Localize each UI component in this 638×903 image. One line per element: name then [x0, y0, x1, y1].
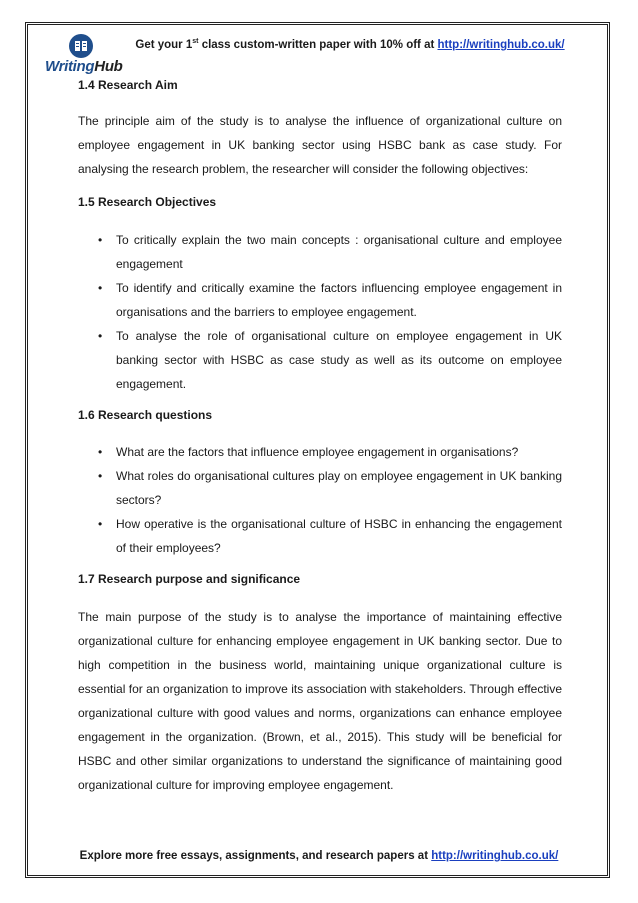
- promo-header: Get your 1st class custom-written paper with 10% off at http://writinghub.co.uk/: [135, 38, 565, 51]
- footer-promo: Explore more free essays, assignments, and research papers at http://writinghub.co.uk/: [79, 850, 559, 862]
- purpose-heading: 1.7 Research purpose and significance: [78, 572, 301, 586]
- list-item: • To critically explain the two main concepts : organisational culture and employee engagement: [78, 228, 562, 276]
- promo-link[interactable]: http://writinghub.co.uk/: [437, 38, 565, 51]
- aim-paragraph: The principle aim of the study is to analyse the influence of organizational culture on employee engagement in UK banking sector using HSBC bank as case study. For analysing the research problem, the researcher will consider the following objectives:: [78, 114, 562, 176]
- book-icon: [69, 34, 93, 58]
- bullet-icon: •: [98, 329, 103, 343]
- list-item: • To identify and critically examine the factors influencing employee engagement in organisations and the barriers to employee engagement.: [78, 276, 562, 324]
- list-item: • How operative is the organisational culture of HSBC in enhancing the engagement of their employees?: [78, 512, 562, 560]
- questions-list: [78, 440, 562, 560]
- aim-heading: 1.4 Research Aim: [78, 78, 178, 92]
- logo-text: WritingHub: [45, 58, 123, 75]
- list-item: • What roles do organisational cultures play on employee engagement in UK banking sectors?: [78, 464, 562, 512]
- objectives-heading: 1.5 Research Objectives: [78, 195, 217, 209]
- bullet-icon: •: [98, 281, 103, 295]
- bullet-icon: •: [98, 233, 103, 247]
- bullet-icon: •: [98, 517, 103, 531]
- document-body: [78, 76, 562, 797]
- list-item: • To analyse the role of organisational culture on employee engagement in UK banking sector with HSBC as case study as well as its outcome on employee engagement.: [78, 324, 562, 396]
- questions-heading: 1.6 Research questions: [78, 408, 213, 422]
- bullet-icon: •: [98, 469, 103, 483]
- bullet-icon: •: [98, 445, 103, 459]
- footer-link[interactable]: http://writinghub.co.uk/: [431, 850, 559, 862]
- list-item: • What are the factors that influence employee engagement in organisations?: [78, 440, 562, 464]
- purpose-paragraph: The main purpose of the study is to analyse the importance of maintaining effective organizational culture for enhancing employee engagement in UK banking sector. Due to high competition in the business world, maintaining unique organizational culture is essential for an organization to improve its association with stakeholders. Through effective organizational culture with good values and norms, organizations can enhance employee engagement in the organization. (Brown, et al., 2015). This study will be beneficial for HSBC and other similar organizations to understand the significance of maintaining good organizational culture for improving employee engagement.: [78, 610, 562, 792]
- writinghub-logo[interactable]: [45, 34, 125, 78]
- objectives-list: [78, 228, 562, 396]
